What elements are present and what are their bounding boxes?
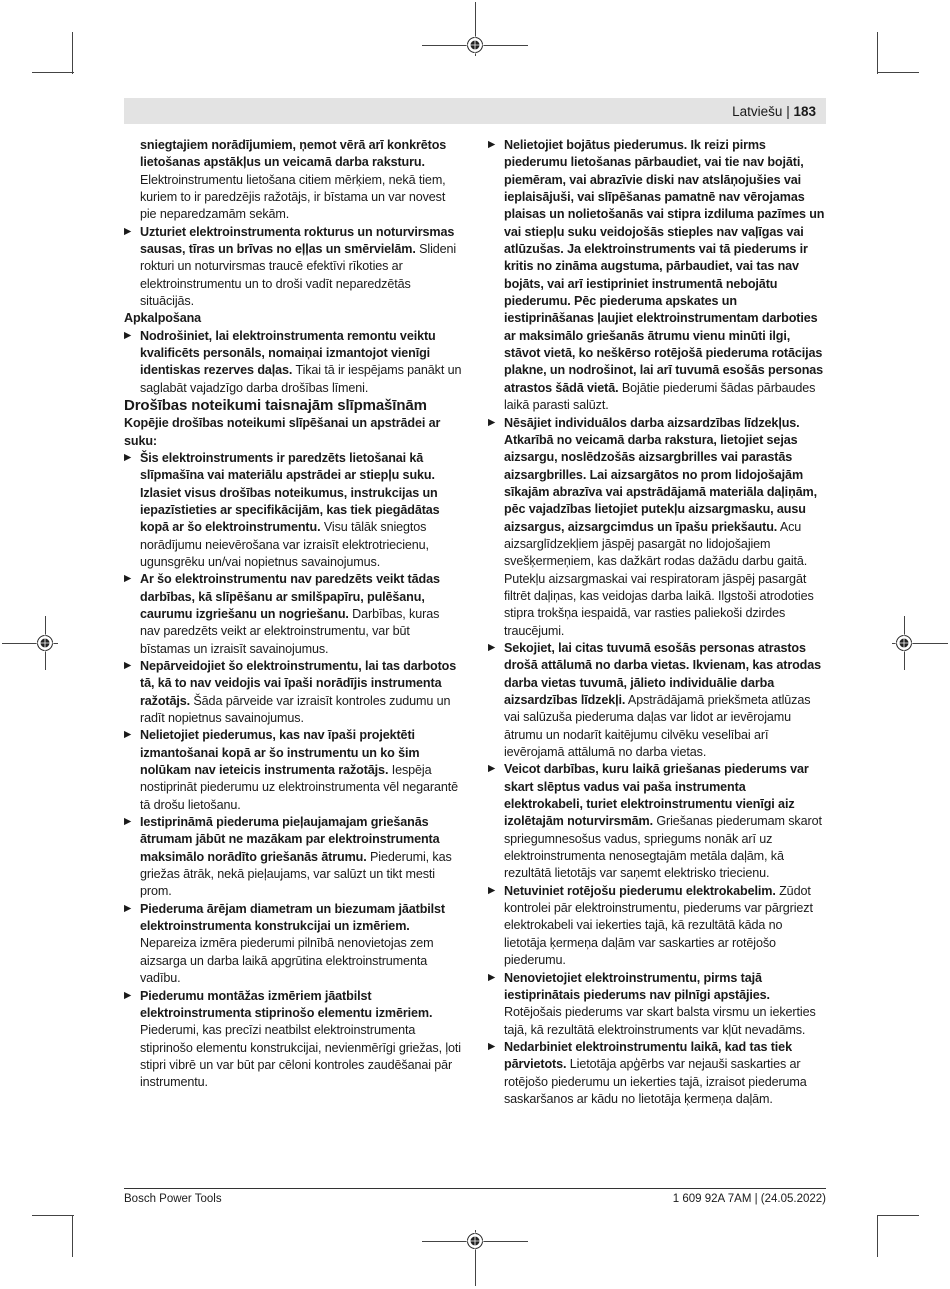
bullet-arrow-icon: ▶	[488, 884, 496, 896]
item-text: Acu aizsarglīdzekļiem jāspēj pasargāt no lidojošajiem svešķermeņiem, kas dažkārt rodas dažādu darbu gaitā. Putekļu aizsargmaskai vai respiratoram jāspēj pasargāt filtrēt daļiņas, kas veidojas darba laikā. Ilgstoši atrodoties stipra trokšņa iespaidā, var rasties paliekoši dzirdes traucējumi.	[504, 519, 814, 638]
list-item	[124, 224, 462, 311]
header-bar	[124, 98, 826, 124]
item-text: Apstrādājamā priekšmeta atlūzas vai salūzuša piederuma daļas var lidot ar ievērojamu ātrumu un nodarīt kaitējumu cilvēku veselībai arī ievērojamā attālumā no darba vietas.	[504, 693, 811, 760]
bullet-arrow-icon: ▶	[124, 225, 132, 237]
list-item	[488, 415, 826, 640]
item-bold: Nedarbiniet elektroinstrumentu laikā, kad tas tiek pārvietots.	[504, 1039, 792, 1072]
crop-mark-top-left-h	[32, 72, 74, 73]
item-bold: Nēsājiet individuālos darba aizsardzības līdzekļus. Atkarībā no veicamā darba rakstura, lietojiet sejas aizsargu, noslēdzošās aizsargbrilles vai parastās aizsargbrilles. Lai aizsargātos no prom lidojošajām sīkajām abrazīva vai apstrādājamā materiāla daļiņām, pēc vajadzības lietojiet putekļu aizsargmasku, ausu aizsargus, aizsargcimdus un īpašu priekšautu.	[504, 415, 817, 534]
bullet-arrow-icon: ▶	[488, 641, 496, 653]
list-item	[124, 901, 462, 988]
bullet-arrow-icon: ▶	[124, 451, 132, 463]
item-text: Nepareiza izmēra piederumi pilnībā nenovietojas zem aizsarga un darba laikā apgrūtina elektroinstrumenta vadību.	[140, 936, 434, 986]
subheading-service: Apkalpošana	[124, 311, 202, 326]
bullet-arrow-icon: ▶	[488, 139, 496, 150]
intro-paragraph	[124, 137, 462, 224]
bullet-arrow-icon: ▶	[124, 816, 132, 828]
registration-mark-left-icon	[36, 634, 54, 652]
page-header	[732, 104, 816, 120]
list-item	[124, 450, 462, 571]
item-bold: Iestiprināmā piederuma pieļaujamajam griešanās ātrumam jābūt ne mazākam par elektroinstrumenta maksimālo norādīto griešanās ātrumu.	[140, 815, 440, 864]
item-bold: Nelietojiet bojātus piederumus. Ik reizi pirms piederumu lietošanas pārbaudiet, vai tie nav bojāti, piemēram, vai abrazīvie diski nav atslāņojušies vai ieplaisājuši, vai slīpēšanas pamatnē nav vērojamas plaisas un nolietošanās vai stipra izdiluma pazīmes un vai stiepļu suku veidojošās stieples nav vaļīgas vai atlūzušas. Ja elektroinstruments vai tā piederums ir kritis no zināma augstuma, pārbaudiet, vai tas nav bojāts, vai arī iestipriniet instrumentā nebojātu piederumu. Pēc piederuma apskates un iestiprināšanas ļaujiet elektroinstrumentam darboties ar maksimālo griešanās ātrumu vienu minūti ilgi, stāvot vietā, ko neškērso rotējošā piederuma rotācijas plakne, un nodrošinot, lai arī tuvumā esošās personas atrastos šādā vietā.	[504, 138, 825, 395]
bullet-arrow-icon: ▶	[124, 329, 132, 341]
item-bold: Šis elektroinstruments ir paredzēts lietošanai kā slīpmašīna vai materiālu apstrādei ar stiepļu suku. Izlasiet visus drošības noteikumus, instrukcijas un iepazīstieties ar specifikācijām, kas tiek piegādātas kopā ar šo elektroinstrumentu.	[140, 450, 440, 535]
item-text: Visu tālāk sniegtos norādījumu neievērošana var izraisīt elektrotriecienu, ugunsgrēku un/vai nopietnus savainojumus.	[140, 520, 429, 569]
header-language: Latviešu	[732, 104, 783, 119]
list-item	[124, 727, 462, 814]
item-text: Rotējošais piederums var skart balsta virsmu un iekerties tajā, kā rezultātā elektroinstruments var kļūt nevadāms.	[504, 1005, 816, 1037]
right-column	[488, 137, 826, 1108]
item-text: Šāda pārveide var izraisīt kontroles zudumu un radīt nopietnus savainojumus.	[140, 693, 451, 725]
bullet-arrow-icon: ▶	[488, 416, 496, 428]
header-separator: |	[786, 104, 790, 119]
item-bold: Piederumu montāžas izmēriem jāatbilst elektroinstrumenta stiprinošo elementu izmēriem.	[140, 988, 433, 1020]
list-item	[124, 328, 462, 397]
crop-mark-bottom-left-h	[32, 1215, 74, 1216]
list-item	[488, 970, 826, 1039]
item-text: Lietotāja apģērbs var nejauši saskarties ar rotējošo piederumu un iekerties tajā, izraisot piederuma saskaršanos ar kādu no lietotāja ķermeņa daļām.	[504, 1057, 807, 1106]
item-text: Griešanas piederumam skarot spriegumnesošus vadus, spriegums nonāk arī uz elektroinstrumenta nenosegtajām metāla daļām, kā rezultātā lietotājs var saņemt elektrisko triecienu.	[504, 814, 822, 881]
item-bold: Nodrošiniet, lai elektroinstrumenta remontu veiktu kvalificēts personāls, nomaiņai izmantojot vienīgi identiskas rezerves daļas.	[140, 328, 436, 378]
crop-mark-bottom-left-v	[72, 1215, 73, 1257]
intro-text: Elektroinstrumentu lietošana citiem mērķiem, nekā tiem, kuriem to ir paredzējis ražotājs, ir bīstama un var novest pie neparedzamām sekām.	[140, 172, 446, 222]
left-column	[124, 137, 462, 1092]
item-text: Piederumi, kas griežas ātrāk, nekā pieļaujams, var salūzt un tikt mesti prom.	[140, 849, 452, 899]
bullet-arrow-icon: ▶	[124, 659, 132, 671]
item-bold: Ar šo elektroinstrumentu nav paredzēts veikt tādas darbības, kā slīpēšanu ar smilšpapīru, pulēšanu, caurumu izgriešanu un nogriešanu.	[140, 572, 440, 621]
item-text: Darbības, kuras nav paredzēts veikt ar elektroinstrumentu, var būt bīstamas un izraisīt savainojumus.	[140, 606, 440, 656]
list-item	[124, 814, 462, 901]
bullet-arrow-icon: ▶	[488, 763, 496, 775]
item-bold: Nepārveidojiet šo elektroinstrumentu, lai tas darbotos tā, kā to nav veidojis vai īpaši norādījis instrumenta ražotājs.	[140, 658, 457, 708]
list-item	[488, 1039, 826, 1108]
section-lead: Kopējie drošības noteikumi slīpēšanai un apstrādei ar suku:	[124, 416, 441, 448]
list-item	[488, 883, 826, 970]
bullet-arrow-icon: ▶	[124, 989, 132, 1001]
bullet-arrow-icon: ▶	[488, 1040, 496, 1052]
item-text: Piederumi, kas precīzi neatbilst elektroinstrumenta stiprinošo elementu konstrukcijai, nevienmērīgi griežas, ļoti stipri vibrē un var būt par cēloni kontroles zaudēšanai pār instrumentu.	[140, 1023, 461, 1090]
list-item	[488, 761, 826, 882]
item-text: Zūdot kontrolei pār elektroinstrumentu, piederums var pārgriezt elektrokabeli vai iekerties tajā, kā rezultātā kāda no lietotāja ķermeņa daļām var saskarties ar rotējošo piederumu.	[504, 883, 813, 968]
list-item	[124, 571, 462, 658]
footer-rule	[124, 1188, 826, 1189]
crop-mark-top-right-h	[877, 72, 919, 73]
crop-mark-top-right-v	[877, 32, 878, 74]
item-bold: Veicot darbības, kuru laikā griešanas piederums var skart slēptus vadus vai paša instrumenta elektrokabeli, turiet elektroinstrumentu vienīgi aiz izolētajām noturvirsmām.	[504, 762, 809, 829]
crop-mark-bottom-right-v	[877, 1215, 878, 1257]
crop-mark-bottom-right-h	[877, 1215, 919, 1216]
page-number: 183	[793, 104, 816, 119]
bullet-arrow-icon: ▶	[124, 902, 132, 914]
bullet-arrow-icon: ▶	[124, 573, 132, 585]
list-item	[124, 988, 462, 1092]
intro-bold: sniegtajiem norādījumiem, ņemot vērā arī konkrētos lietošanas apstākļus un veicamā darba raksturu.	[140, 138, 447, 170]
item-bold: Sekojiet, lai citas tuvumā esošās personas atrastos drošā attālumā no darba vietas. Ikvienam, kas atrodas darba vietas tuvumā, jālieto individuālie darba aizsardzības līdzekļi.	[504, 640, 822, 707]
crop-mark-top-left-v	[72, 32, 73, 74]
bullet-arrow-icon: ▶	[124, 729, 132, 741]
footer-brand: Bosch Power Tools	[124, 1193, 222, 1205]
item-text: Tikai tā ir iespējams panākt un saglabāt vajadzīgo darba drošības līmeni.	[140, 363, 462, 395]
item-bold: Uzturiet elektroinstrumenta rokturus un noturvirsmas sausas, tīras un brīvas no eļļas un smērvielām.	[140, 224, 455, 257]
item-text: Slideni rokturi un noturvirsmas traucē efektīvi rīkoties ar elektroinstrumentu un to droši vadīt neparedzētās situācijās.	[140, 242, 457, 309]
registration-mark-top-icon	[466, 36, 484, 54]
section-title: Drošības noteikumi taisnajām slīpmašīnām	[124, 397, 427, 415]
item-bold: Nenovietojiet elektroinstrumentu, pirms tajā iestiprinātais piederums nav pilnīgi apstājies.	[504, 970, 770, 1002]
footer-doc-number: 1 609 92A 7AM | (24.05.2022)	[672, 1193, 826, 1205]
item-bold: Piederuma ārējam diametram un biezumam jāatbilst elektroinstrumenta konstrukcijai un izmēriem.	[140, 901, 445, 934]
item-bold: Netuviniet rotējošu piederumu elektrokabelim.	[504, 883, 776, 898]
item-bold: Nelietojiet piederumus, kas nav īpaši projektēti izmantošanai kopā ar šo instrumentu un ko šim nolūkam nav ieteicis instrumenta ražotājs.	[140, 728, 420, 778]
registration-mark-bottom-icon	[466, 1232, 484, 1250]
bullet-arrow-icon: ▶	[488, 971, 496, 983]
item-text: Bojātie piederumi šādas pārbaudes laikā parasti salūzt.	[504, 380, 816, 413]
list-item	[124, 658, 462, 727]
item-text: Iespēja nostiprināt piederumu uz elektroinstrumenta vēl negarantē tā drošu lietošanu.	[140, 763, 458, 812]
list-item	[488, 640, 826, 761]
registration-mark-right-icon	[895, 634, 913, 652]
list-item	[488, 137, 826, 415]
